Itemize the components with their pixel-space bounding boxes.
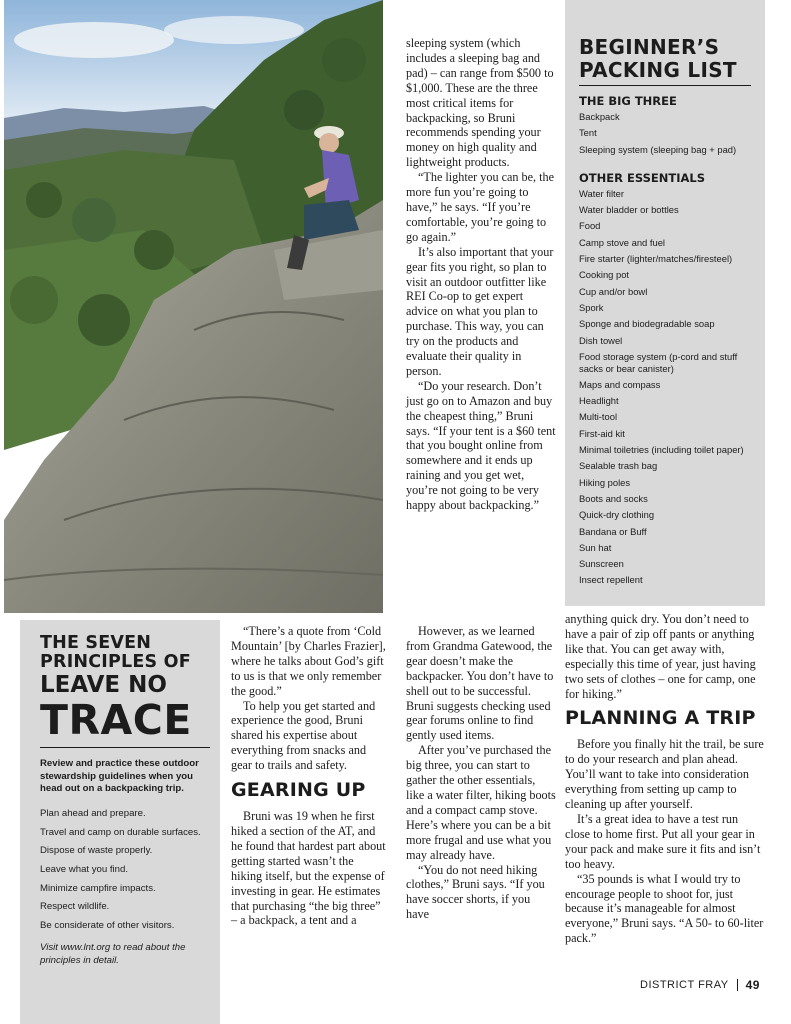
- title-line: BEGINNER’S: [579, 35, 720, 59]
- paragraph: “You do not need hiking clothes,” Bruni says. “If you have soccer shorts, if you have: [406, 862, 545, 922]
- list-item: Quick-dry clothing: [579, 509, 655, 521]
- list-item: Sponge and biodegradable soap: [579, 318, 715, 330]
- title-line: LEAVE NO: [40, 672, 167, 698]
- list-item: Spork: [579, 301, 604, 313]
- list-item: Respect wildlife.: [40, 901, 110, 913]
- paragraph: After you’ve purchased the big three, you can start to gather the other essentials, like a water filter, hiking boots and a compact camp stove. Here’s where you can be a bit more frugal and use what you may already have.: [406, 743, 556, 862]
- list-item: Be considerate of other visitors.: [40, 920, 175, 932]
- leave-no-trace-intro: Review and practice these outdoor stewardship guidelines when you head out on a backpacking trip.: [40, 758, 199, 794]
- list-item: Multi-tool: [579, 411, 618, 423]
- list-item: Cooking pot: [579, 269, 630, 281]
- big-three-list: [579, 111, 757, 160]
- article-column-middle-top: [406, 36, 556, 513]
- list-item: Dispose of waste properly.: [40, 845, 153, 857]
- publication-name: DISTRICT FRAY: [640, 979, 729, 991]
- paragraph: Bruni was 19 when he first hiked a section of the AT, and he found that hardest part about getting started wasn’t the hiking itself, but the expense of investing in gear. He estimates that purchasing “the big three” – a backpack, a tent and a: [231, 809, 386, 928]
- article-column-right-bottom: [565, 612, 765, 946]
- list-item: Tent: [579, 127, 597, 139]
- paragraph: “The lighter you can be, the more fun you’re going to have,” he says. “If you’re comfortable, you’re going to go again.”: [406, 170, 555, 244]
- paragraph: It’s a great idea to have a test run close to home first. Put all your gear in your pack and make sure it fits and isn’t too heavy.: [565, 811, 761, 871]
- essentials-list: [579, 188, 757, 591]
- list-item: Maps and compass: [579, 378, 661, 390]
- list-item: Minimal toiletries (including toilet paper): [579, 444, 744, 456]
- title-line: PACKING LIST: [579, 58, 737, 82]
- title-line: THE SEVEN: [40, 633, 152, 653]
- paragraph: “Do your research. Don’t just go on to Amazon and buy the cheapest thing,” Bruni says. “If your tent is a $60 tent that you bought online from somewhere and it ends up raining and you get wet, you’re not going to be very happy about backpacking.”: [406, 378, 556, 513]
- paragraph: It’s also important that your gear fits you right, so plan to visit an outdoor outfitter like REI Co-op to get expert advice on what you plan to purchase. This way, you can try on the products and evaluate their quality in person.: [406, 244, 554, 378]
- paragraph: sleeping system (which includes a sleeping bag and pad) – can range from $500 to $1,000. These are the three most critical items for backpacking, so Bruni recommends spending your money on high quality and lightweight products.: [406, 36, 554, 170]
- paragraph: Before you finally hit the trail, be sure to do your research and plan ahead. You’ll want to take into consideration everything from setting up camp to cleaning up after yourself.: [565, 737, 764, 812]
- paragraph: “There’s a quote from ‘Cold Mountain’ [by Charles Frazier], where he talks about God’s gift to us is that we only remember the good.”: [231, 624, 386, 698]
- essentials-heading: OTHER ESSENTIALS: [579, 170, 705, 185]
- big-three-heading: THE BIG THREE: [579, 94, 677, 108]
- footer-separator: [737, 979, 738, 991]
- list-item: Dish towel: [579, 334, 623, 346]
- paragraph: anything quick dry. You don’t need to have a pair of zip off pants or anything like that. You can get away with, especially this time of year, just having two sets of clothes – one for camp, one for hiking.”: [565, 612, 756, 701]
- paragraph: However, as we learned from Grandma Gatewood, the gear doesn’t make the backpacker. You don’t have to shell out to be successful. Bruni suggests checking used gear forums online to find gently used items.: [406, 624, 554, 743]
- list-item: Hiking poles: [579, 476, 631, 488]
- list-item: Sun hat: [579, 541, 612, 553]
- paragraph: To help you get started and experience the good, Bruni shared his expertise about everything from snacks and gear to trails and safety.: [231, 698, 376, 773]
- list-item: Fire starter (lighter/matches/firesteel): [579, 253, 733, 265]
- photo-illustration: [4, 0, 383, 613]
- section-heading-planning-a-trip: PLANNING A TRIP: [565, 707, 756, 730]
- section-heading-gearing-up: GEARING UP: [231, 779, 366, 802]
- leave-no-trace-title: [40, 634, 215, 742]
- list-item: Food: [579, 220, 601, 232]
- packing-list-sidebar: [565, 0, 765, 606]
- page-number: 49: [745, 978, 760, 992]
- principles-list: [40, 808, 215, 939]
- article-column-left-bottom: [231, 624, 386, 928]
- leave-no-trace-sidebar: [20, 620, 220, 1024]
- list-item: Backpack: [579, 111, 620, 122]
- title-line: PRINCIPLES OF: [40, 652, 191, 672]
- list-item: Water filter: [579, 187, 624, 199]
- title-line: TRACE: [40, 696, 192, 744]
- list-item: Leave what you find.: [40, 864, 129, 876]
- list-item: Insect repellent: [579, 574, 643, 586]
- list-item: Minimize campfire impacts.: [40, 882, 156, 894]
- packing-list-title: [579, 36, 754, 82]
- divider: [40, 747, 210, 748]
- list-item: Sunscreen: [579, 558, 624, 570]
- list-item: Bandana or Buff: [579, 525, 647, 537]
- divider: [579, 85, 751, 86]
- list-item: Camp stove and fuel: [579, 236, 665, 248]
- list-item: Headlight: [579, 395, 619, 407]
- list-item: Cup and/or bowl: [579, 285, 648, 297]
- list-item: Boots and socks: [579, 492, 648, 504]
- page-footer: [640, 978, 775, 992]
- list-item: Plan ahead and prepare.: [40, 808, 146, 819]
- leave-no-trace-footer: Visit www.lnt.org to read about the principles in detail.: [40, 942, 186, 966]
- list-item: First-aid kit: [579, 427, 625, 439]
- list-item: Sealable trash bag: [579, 460, 658, 472]
- list-item: Sleeping system (sleeping bag + pad): [579, 143, 737, 155]
- hero-photo: [4, 0, 383, 613]
- packing-list-body: [579, 94, 757, 591]
- paragraph: “35 pounds is what I would try to encourage people to shoot for, just because it’s manageable for almost everyone,” Bruni says. “A 50- to 60-liter pack.”: [565, 871, 764, 946]
- list-item: Water bladder or bottles: [579, 204, 679, 216]
- list-item: Travel and camp on durable surfaces.: [40, 826, 201, 838]
- list-item: Food storage system (p-cord and stuff sacks or bear canister): [579, 350, 738, 374]
- article-column-middle-bottom: [406, 624, 556, 922]
